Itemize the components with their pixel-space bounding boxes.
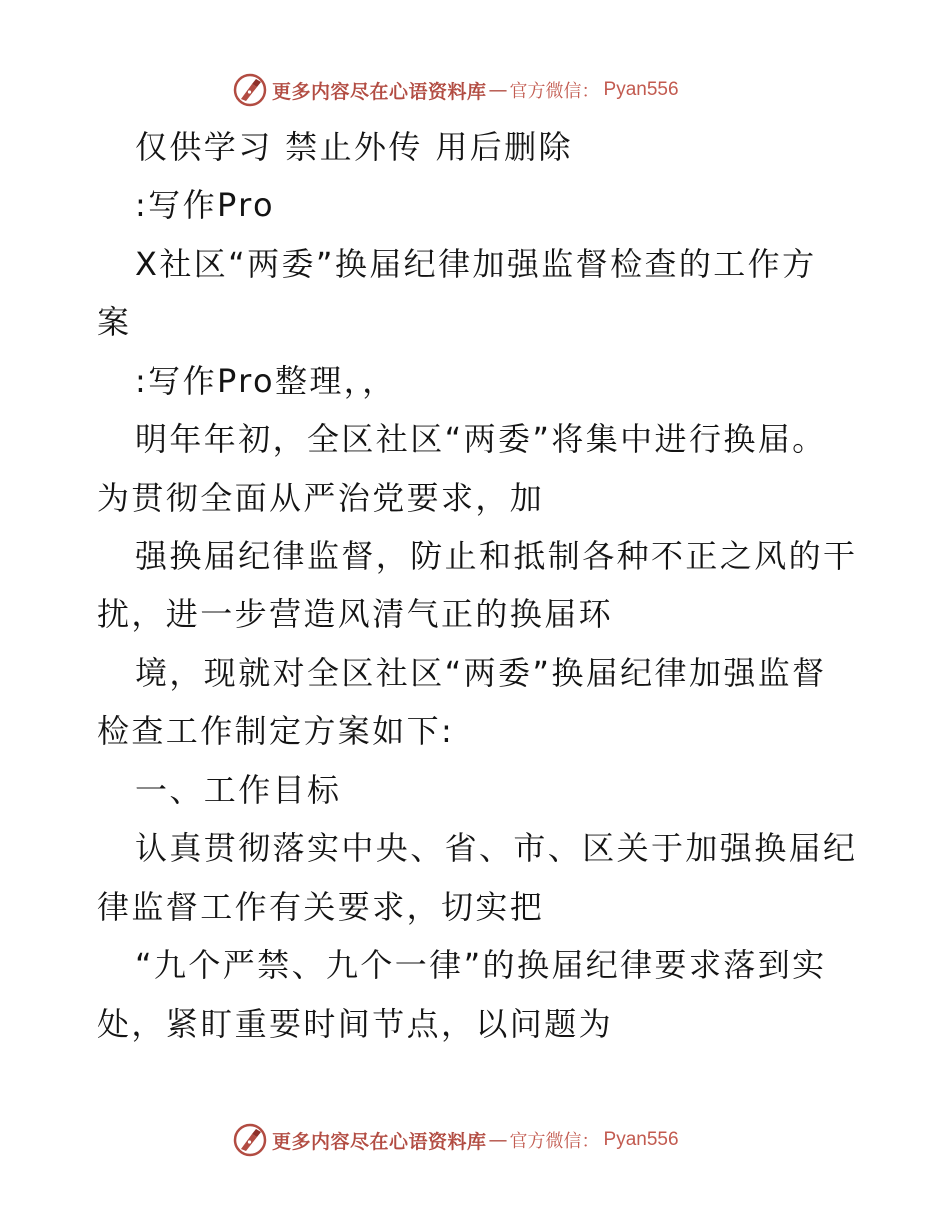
watermark-wechat-label: 官方微信： [509,1131,600,1152]
watermark-banner-top [232,70,679,110]
doc-line: 强换届纪律监督，防止和抵制各种不正之风的干 [135,537,858,575]
doc-line: 检查工作制定方案如下: [97,712,455,750]
doc-line: “九个严禁、九个一律”的换届纪律要求落到实 [135,946,827,984]
watermark-text: 更多内容尽在心语资料库 [272,1130,487,1153]
doc-line: 明年年初，全区社区“两委”将集中进行换届。 [135,420,827,458]
watermark-text: 更多内容尽在心语资料库 [272,80,487,103]
watermark-dash: — [488,79,508,101]
doc-title-line: X社区“两委”换届纪律加强监督检查的工作方 [135,245,817,283]
pen-nib-icon [232,72,268,108]
doc-line: 仅供学习 禁止外传 用后删除 [135,128,573,166]
pen-nib-icon [232,1122,268,1158]
watermark-wechat-id: Pyan556 [603,79,679,100]
watermark-wechat-id: Pyan556 [603,1129,679,1150]
doc-line: 处，紧盯重要时间节点，以问题为 [97,1005,614,1043]
doc-line: :写作Pro整理，， [135,362,397,400]
doc-title-line: 案 [97,303,132,341]
doc-line: 认真贯彻落实中央、省、市、区关于加强换届纪 [135,829,858,867]
doc-line: 扰，进一步营造风清气正的换届环 [97,595,614,633]
watermark-dash: — [488,1129,508,1151]
doc-line: 为贯彻全面从严治党要求，加 [97,479,545,517]
doc-line: 境，现就对全区社区“两委”换届纪律加强监督 [135,654,827,692]
watermark-wechat-label: 官方微信： [509,81,600,102]
doc-line: 律监督工作有关要求，切实把 [97,888,545,926]
watermark-banner-bottom [232,1120,679,1160]
doc-section-heading: 一、工作目标 [135,771,342,809]
doc-line: :写作Pro [135,186,275,224]
